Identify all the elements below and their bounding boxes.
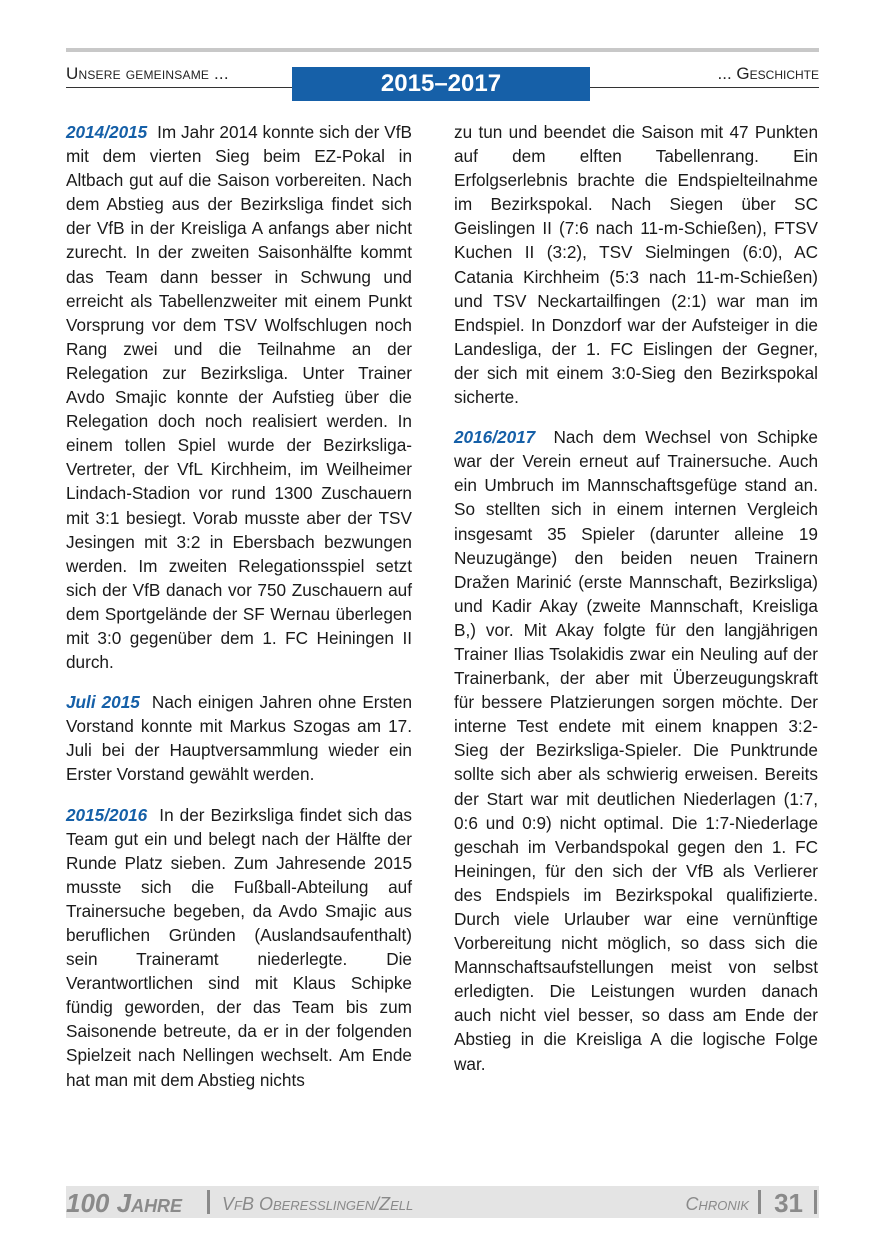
year-label: 2015/2016 bbox=[66, 804, 148, 825]
page-number: 31 bbox=[774, 1188, 803, 1218]
right-column bbox=[454, 120, 818, 1092]
top-rule bbox=[66, 48, 819, 52]
left-column bbox=[66, 120, 412, 1108]
paragraph-text: Nach einigen Jahren ohne Ersten Vorstand konnte mit Markus Szogas am 17. Juli bei der Hauptversammlung wieder ein Erster Vorstand gewählt werden. bbox=[66, 692, 413, 785]
page-title: 2015–2017 bbox=[292, 67, 590, 101]
year-label: Juli 2015 bbox=[66, 692, 140, 713]
footer-anniversary: 100 Jahre bbox=[66, 1188, 183, 1218]
paragraph-text: zu tun und beendet die Saison mit 47 Punkten auf dem elften Tabellenrang. Ein Erfolgserlebnis brachte die Endspielteilnahme im Bezirkspokal. Nach Siegen über SC Geislingen II (7:6 nach 11-m-Schießen), FTSV Kuchen II (3:2), TSV Sielmingen (6:0), AC Catania Kirchheim (5:3 nach 11-m-Schießen) und TSV Neckartailfingen (2:1) war man im Endspiel. In Donzdorf war der Aufsteiger in die Landesliga, der 1. FC Eislingen der Gegner, der sich mit einem 3:0-Sieg den Bezirkspokal sicherte. bbox=[454, 122, 818, 408]
header-left: Unsere gemeinsame ... bbox=[66, 64, 229, 83]
footer-separator bbox=[207, 1190, 210, 1214]
footer-section: Chronik bbox=[685, 1194, 749, 1214]
paragraph bbox=[454, 120, 818, 409]
header-right: ... Geschichte bbox=[717, 64, 819, 83]
footer-club-name: VfB Oberesslingen/Zell bbox=[222, 1194, 414, 1214]
year-label: 2016/2017 bbox=[454, 427, 536, 448]
footer-separator bbox=[814, 1190, 817, 1214]
paragraph-text: Nach dem Wechsel von Schipke war der Verein erneut auf Trainersuche. Auch ein Umbruch im Mannschaftsgefüge stand an. So stellten sich in einem internen Vergleich insgesamt 35 Spieler (darunter alleine 19 Neuzugänge) den beiden neuen Trainern Dražen Marinić (erste Mannschaft, Bezirksliga) und Kadir Akay (zweite Mannschaft, Kreisliga B,) vor. Mit Akay folgte für den langjährigen Trainer Ilias Tsolakidis zwar ein Neuling auf der Trainerbank, der aber mit Überzeugungskraft für bessere Platzierungen sorgen möchte. Der interne Test endete mit einem knappen 3:2-Sieg der Bezirksliga-Spieler. Die Punktrunde sollte sich aber als schwierig erweisen. Bereits der Start war mit deutlichen Niederlagen (1:7, 0:6 und 0:9) nicht optimal. Die 1:7-Niederlage geschah im Verbandspokal gegen den 1. FC Heiningen, für den sich der VfB als Verlierer des Endspiels im Bezirkspokal qualifizierte. Durch viele Urlauber war eine vernünftige Vorbereitung nicht möglich, so dass sich die Mannschaftsaufstellungen meist von selbst erledigten. Die Leistungen wurden danach auch nicht viel besser, so dass am Ende der Abstieg in die Kreisliga A die logische Folge war. bbox=[454, 427, 818, 1074]
year-label: 2014/2015 bbox=[66, 122, 148, 142]
paragraph-text: In der Bezirksliga findet sich das Team gut ein und belegt nach der Hälfte der Runde Platz sieben. Zum Jahresende 2015 musste sich die Fußball-Abteilung auf Trainersuche begeben, da Avdo Smajic aus beruflichen Gründen (Auslandsaufenthalt) sein Traineramt niederlegte. Die Verantwortlichen sind mit Klaus Schipke fündig geworden, der das Team bis zum Saisonende betreute, da er in der folgenden Spielzeit nach Nellingen wechselt. Am Ende hat man mit dem Abstieg nichts bbox=[66, 804, 412, 1090]
footer bbox=[66, 1186, 819, 1220]
paragraph bbox=[66, 690, 412, 786]
footer-separator bbox=[758, 1190, 761, 1214]
paragraph bbox=[454, 425, 818, 1076]
paragraph bbox=[66, 803, 412, 1092]
paragraph-text: Im Jahr 2014 konnte sich der VfB mit dem vierten Sieg beim EZ-Pokal in Altbach gut auf die Saison vorbereiten. Nach dem Abstieg aus der Bezirksliga findet sich der VfB in der Kreisliga A anfangs aber nicht zurecht. In der zweiten Saisonhälfte kommt das Team dann besser in Schwung und erreicht als Tabellenzweiter mit einem Punkt Vorsprung vor dem TSV Wolfschlugen noch Rang zwei und die Teilnahme an der Relegation zur Bezirksliga. Unter Trainer Avdo Smajic konnte der Aufstieg über die Relegation doch noch realisiert werden. In einem tollen Spiel wurde der Bezirksliga-Vertreter, der VfL Kirchheim, im Weilheimer Lindach-Stadion vor rund 1300 Zuschauern mit 3:1 besiegt. Vorab musste aber der TSV Jesingen mit 3:2 in Ebersbach bezwungen werden. Im zweiten Relegationsspiel setzt sich der VfB danach vor 750 Zuschauern auf dem Sportgelände der SF Wernau überlegen mit 3:0 gegenüber dem 1. FC Heiningen II durch. bbox=[66, 122, 412, 673]
paragraph bbox=[66, 120, 412, 674]
